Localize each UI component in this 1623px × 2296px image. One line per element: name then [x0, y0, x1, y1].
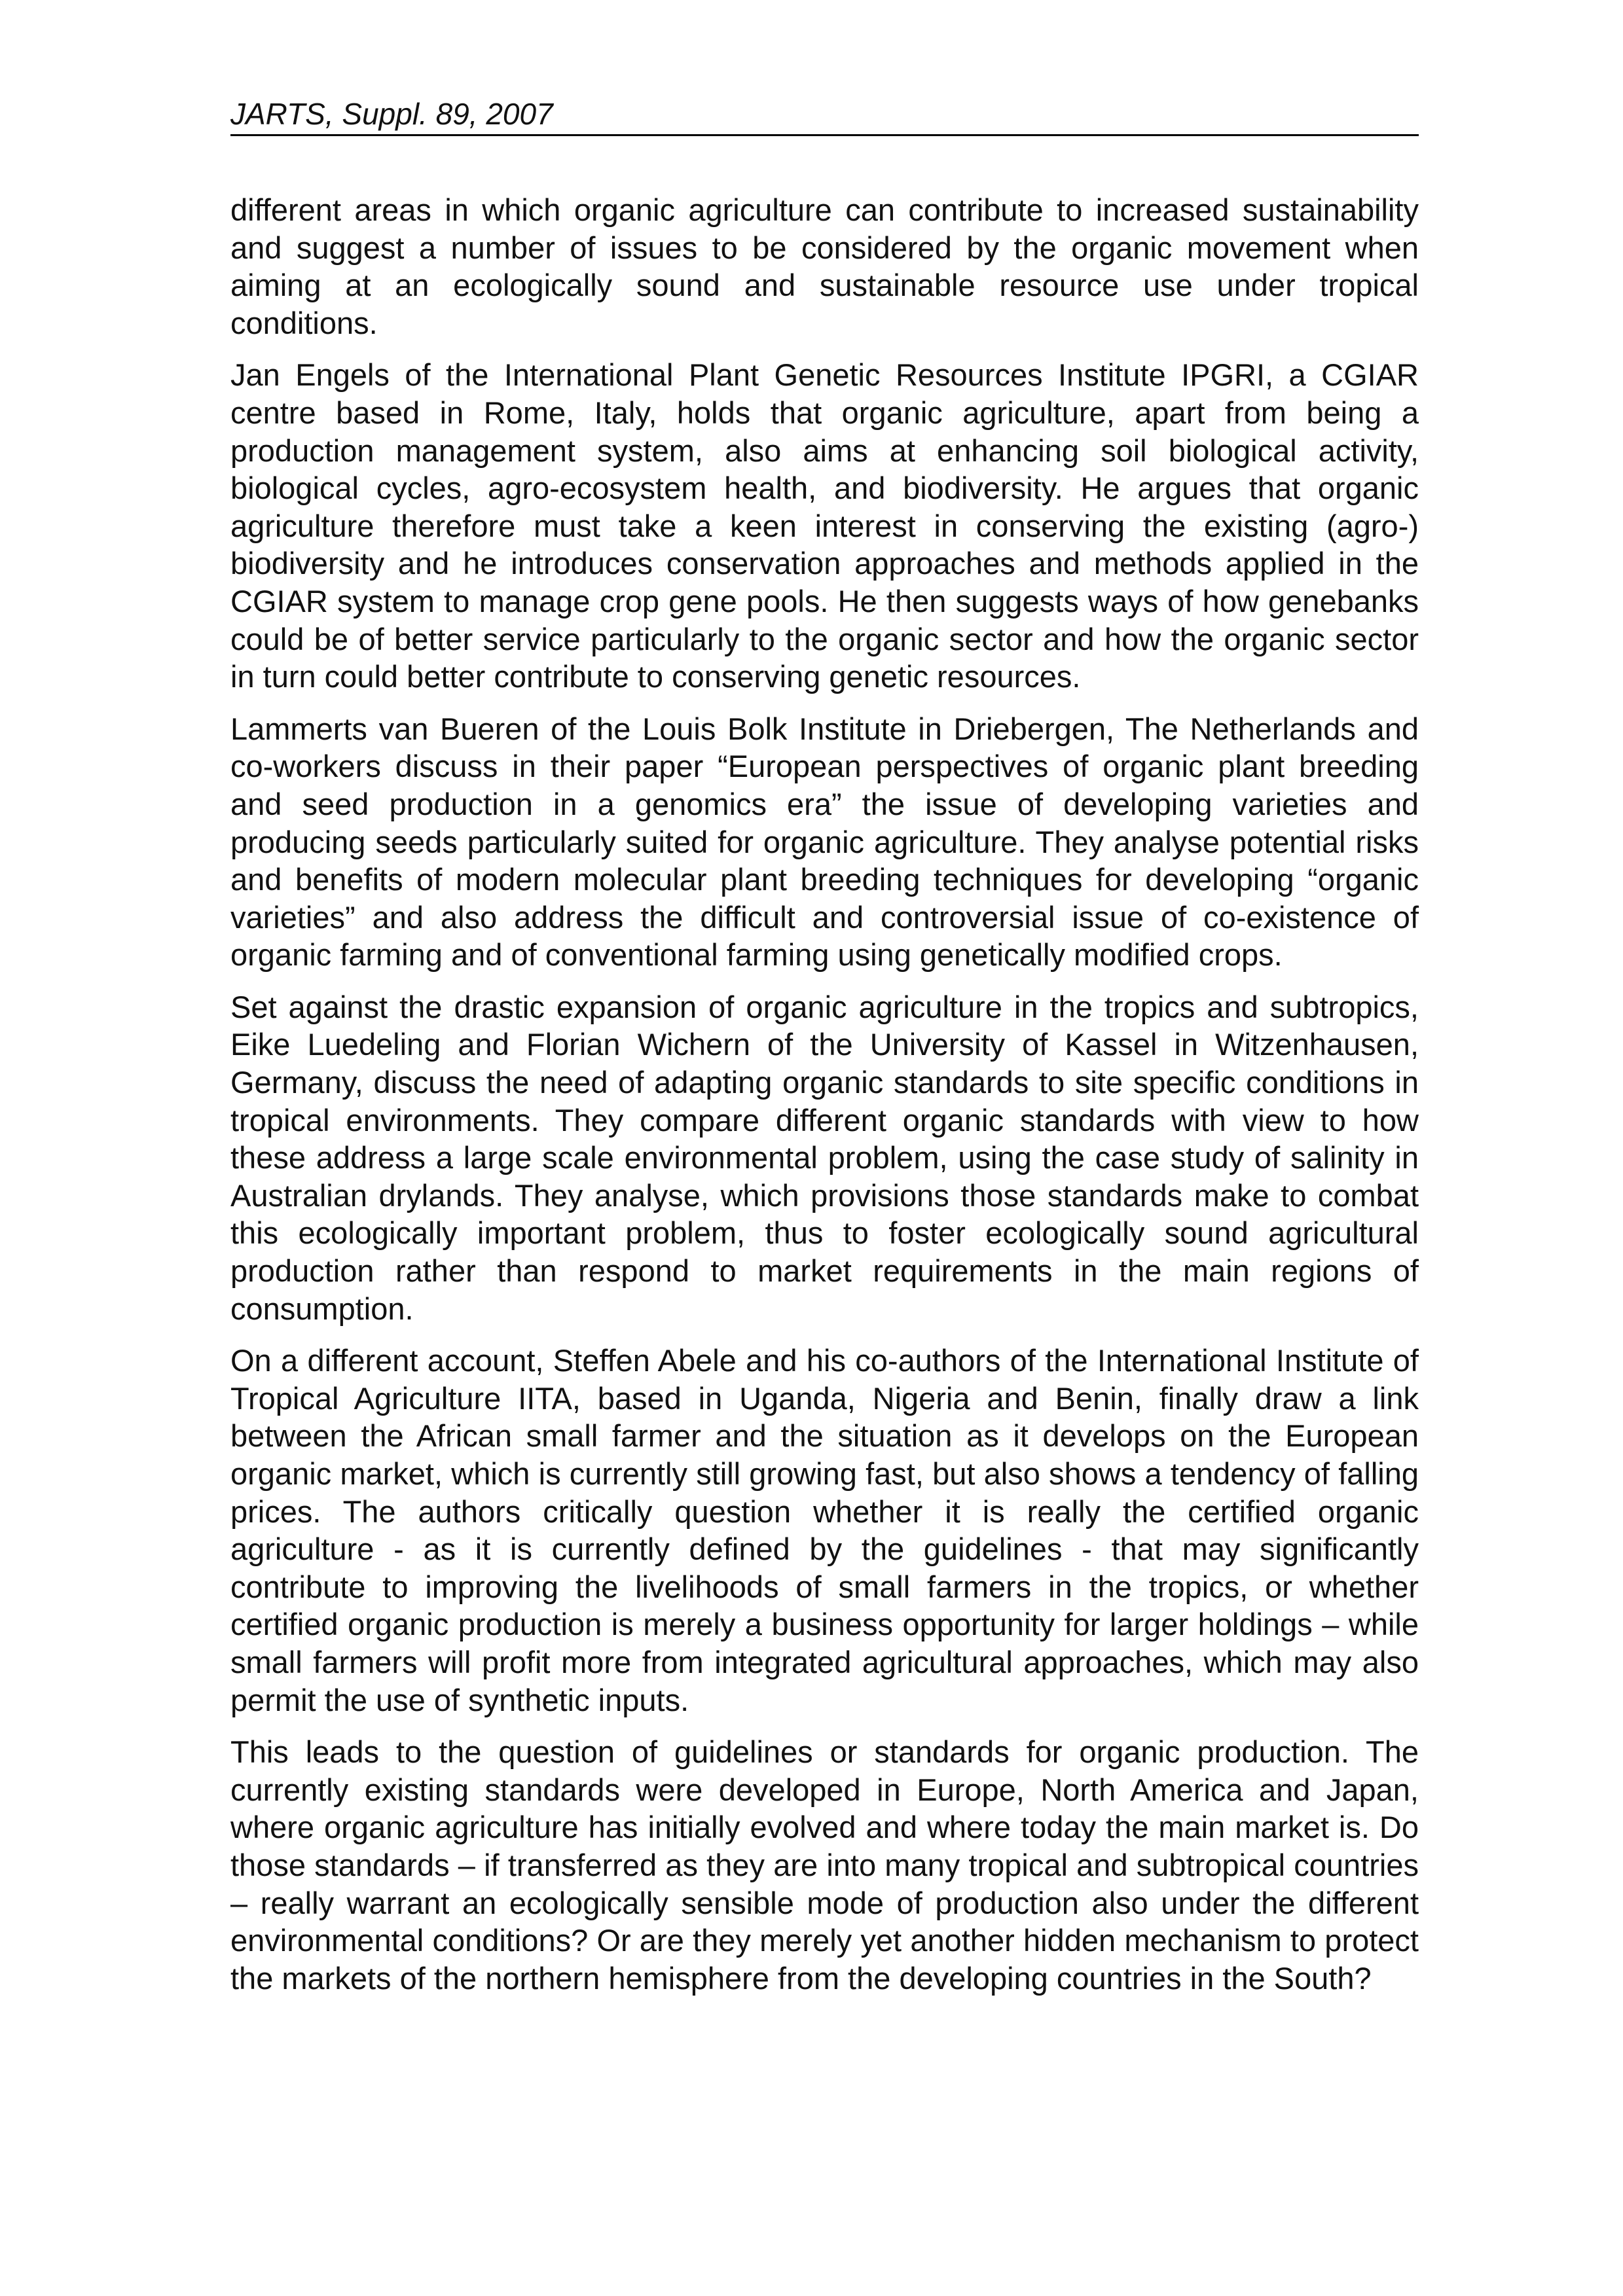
- article-body: [230, 191, 1419, 2011]
- paragraph: On a different account, Steffen Abele and his co-authors of the International Institute of Tropical Agriculture IITA, based in Uganda, Nigeria and Benin, finally draw a link between the African small farmer and the situation as it develops on the European organic market, which is currently still growing fast, but also shows a tendency of falling prices. The authors critically question whether it is really the certified organic agriculture - as it is currently defined by the guidelines - that may significantly contribute to improving the livelihoods of small farmers in the tropics, or whether certified organic production is merely a business opportunity for larger holdings – while small farmers will profit more from integrated agricultural approaches, which may also permit the use of synthetic inputs.: [230, 1343, 1419, 1717]
- paragraph: This leads to the question of guidelines or standards for organic production. The currently existing standards were developed in Europe, North America and Japan, where organic agriculture has initially evolved and where today the main market is. Do those standards – if transferred as they are into many tropical and subtropical countries – really warrant an ecologically sensible mode of production also under the different environmental conditions? Or are they merely yet another hidden mechanism to protect the markets of the northern hemisphere from the developing countries in the South?: [230, 1734, 1419, 1996]
- paragraph: Lammerts van Bueren of the Louis Bolk Institute in Driebergen, The Netherlands and co-workers discuss in their paper “European perspectives of organic plant breeding and seed production in a genomics era” the issue of developing varieties and producing seeds particularly suited for organic agriculture. They analyse potential risks and benefits of modern molecular plant breeding techniques for developing “organic varieties” and also address the difficult and controversial issue of co-existence of organic farming and of conventional farming using genetically modified crops.: [230, 711, 1419, 973]
- paragraph: Jan Engels of the International Plant Genetic Resources Institute IPGRI, a CGIAR centre based in Rome, Italy, holds that organic agriculture, apart from being a production management system, also aims at enhancing soil biological activity, biological cycles, agro-ecosystem health, and biodiversity. He argues that organic agriculture therefore must take a keen interest in conserving the existing (agro-) biodiversity and he introduces conservation approaches and methods applied in the CGIAR system to manage crop gene pools. He then suggests ways of how genebanks could be of better service particularly to the organic sector and how the organic sector in turn could better contribute to conserving genetic resources.: [230, 357, 1419, 694]
- running-header: JARTS, Suppl. 89, 2007: [230, 92, 1419, 136]
- paragraph: different areas in which organic agriculture can contribute to increased sustainability and suggest a number of issues to be considered by the organic movement when aiming at an ecologically sound and sustainable resource use under tropical conditions.: [230, 192, 1419, 340]
- paragraph: Set against the drastic expansion of organic agriculture in the tropics and subtropics, Eike Luedeling and Florian Wichern of the University of Kassel in Witzenhausen, Germany, discuss the need of adapting organic standards to site specific conditions in tropical environments. They compare different organic standards with view to how these address a large scale environmental problem, using the case study of salinity in Australian drylands. They analyse, which provisions those standards make to combat this ecologically important problem, thus to foster ecologically sound agricultural production rather than respond to market requirements in the main regions of consumption.: [230, 989, 1419, 1326]
